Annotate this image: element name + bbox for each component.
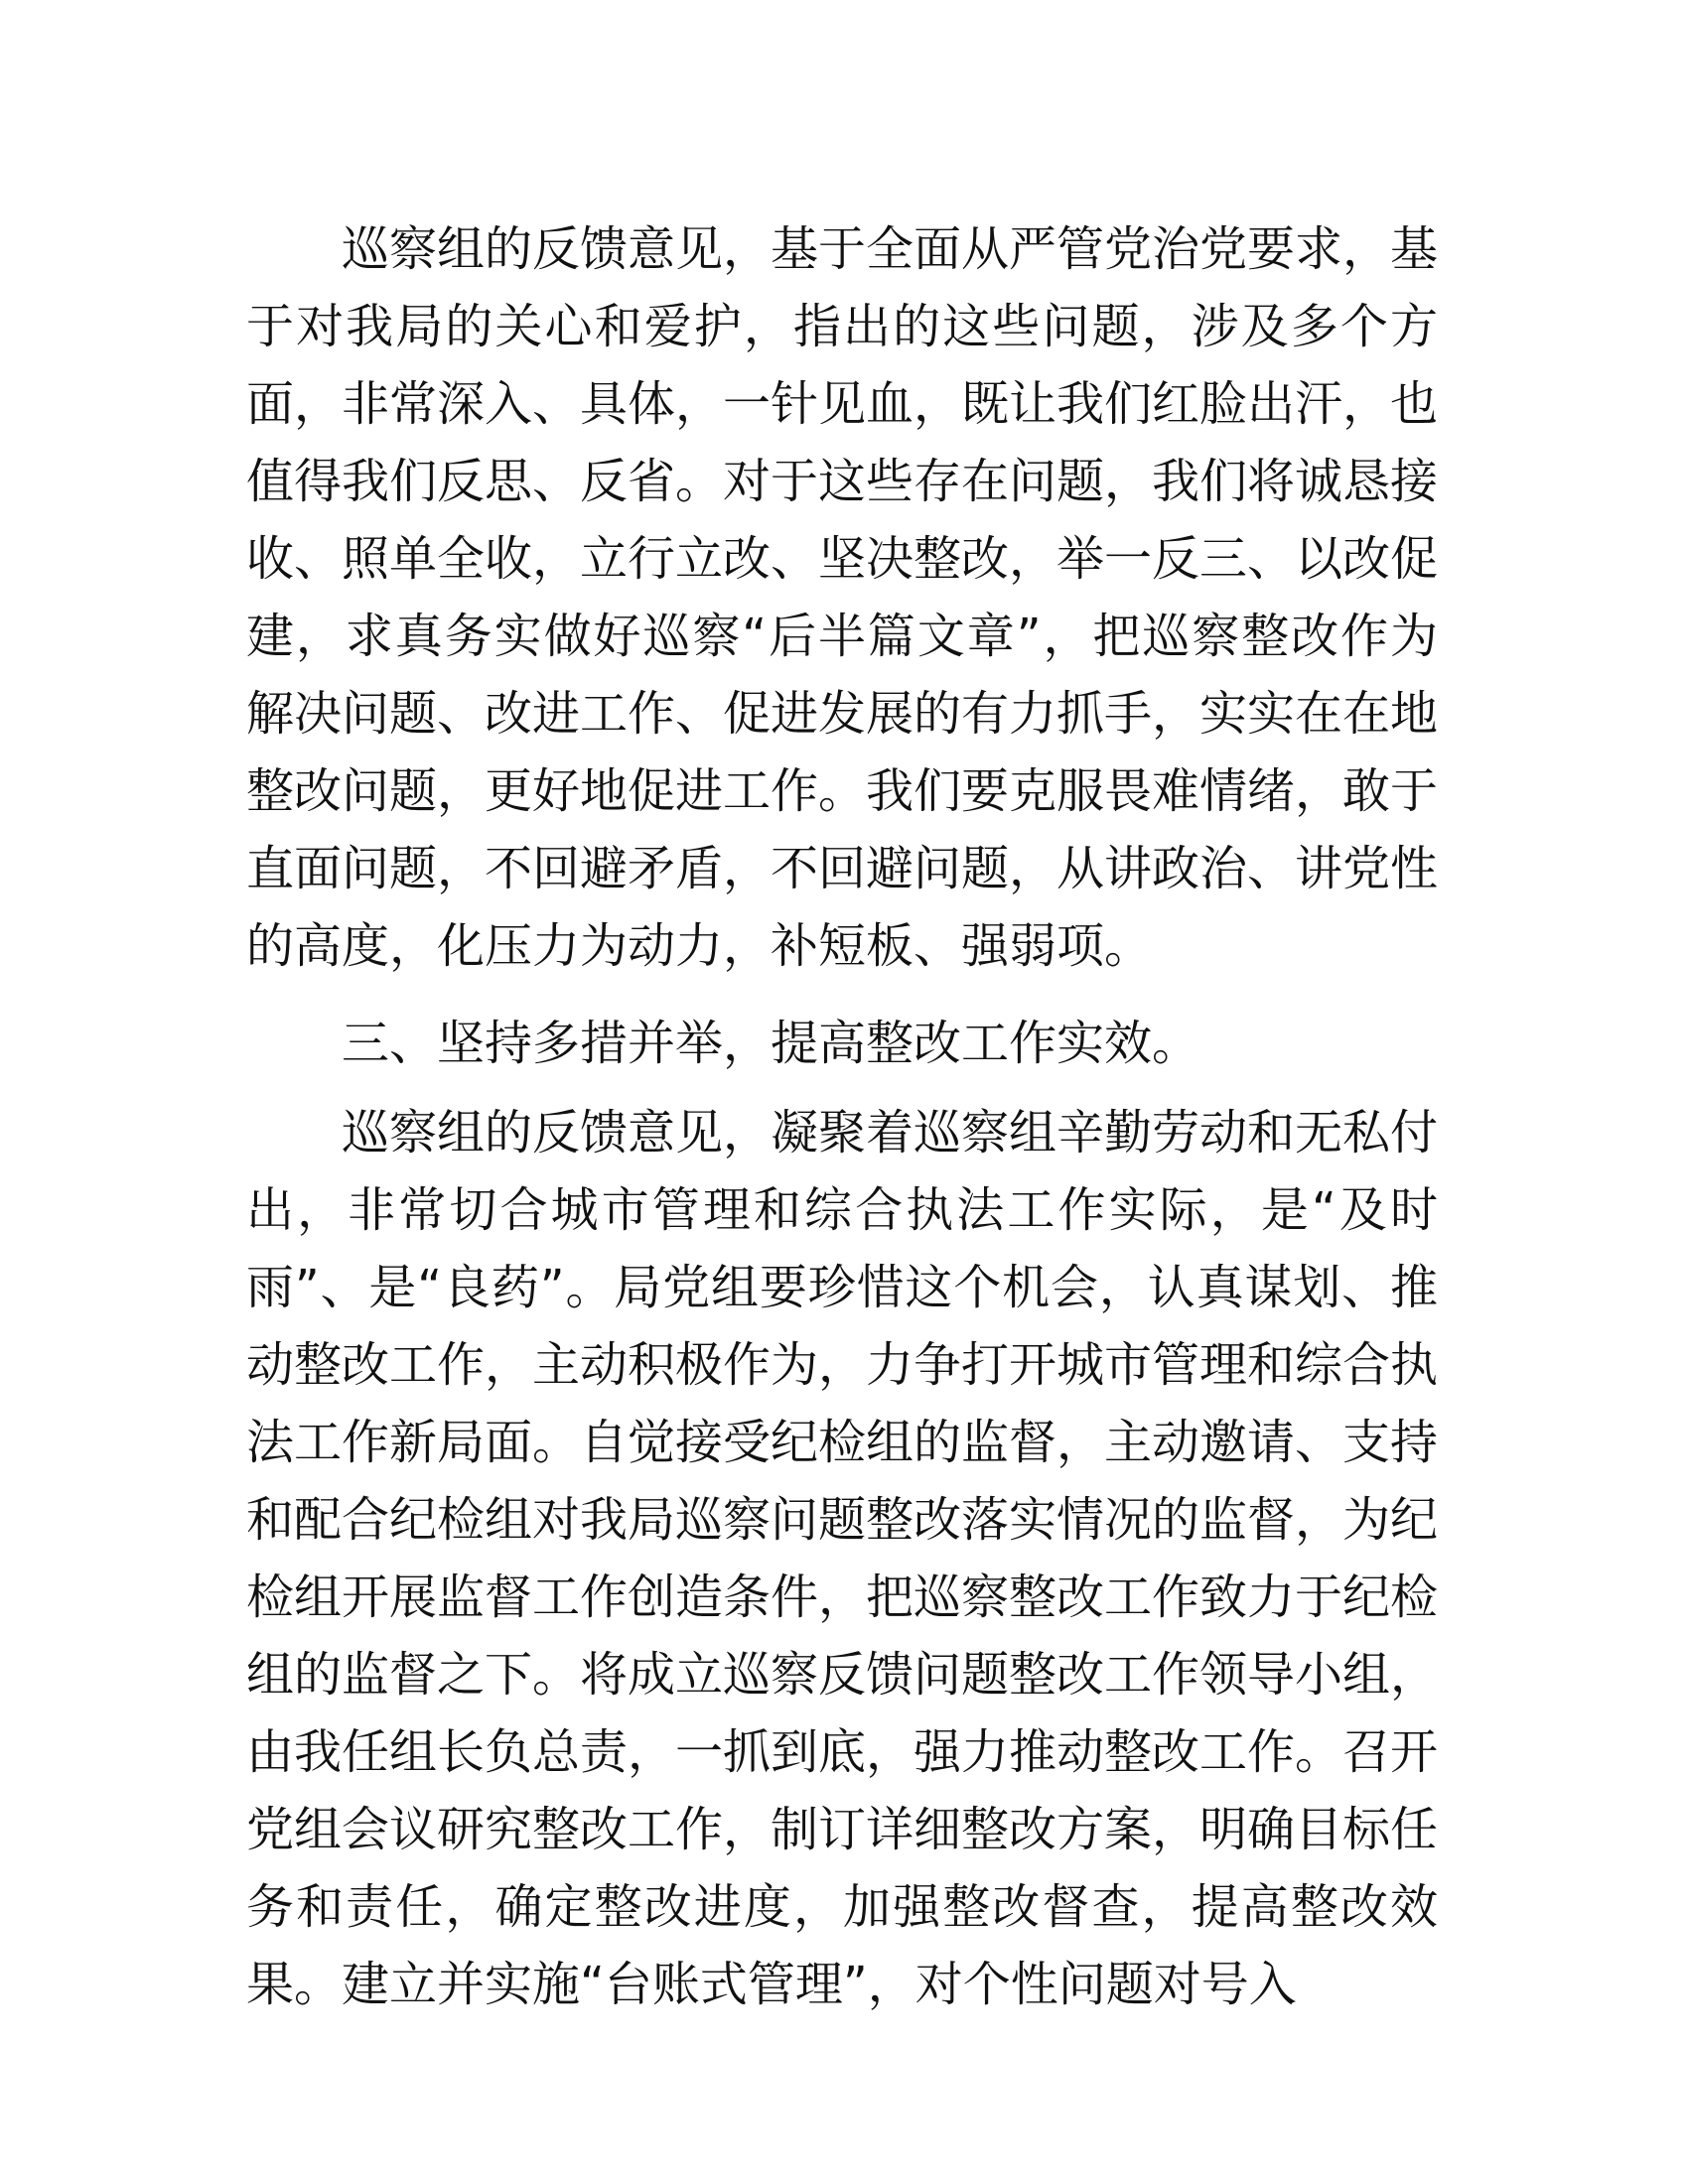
document-body (246, 210, 1438, 2023)
paragraph-feedback-opinions: 巡察组的反馈意见，基于全面从严管党治党要求，基于对我局的关心和爱护，指出的这些问题，涉及多个方面，非常深入、具体，一针见血，既让我们红脸出汗，也值得我们反思、反省。对于这些存在问题，我们将诚恳接收、照单全收，立行立改、坚决整改，举一反三、以改促建，求真务实做好巡察“后半篇文章”，把巡察整改作为解决问题、改进工作、促进发展的有力抓手，实实在在地整改问题，更好地促进工作。我们要克服畏难情绪，敢于直面问题，不回避矛盾，不回避问题，从讲政治、讲党性的高度，化压力为动力，补短板、强弱项。 (246, 221, 1439, 974)
paragraph-rectification-measures: 巡察组的反馈意见，凝聚着巡察组辛勤劳动和无私付出，非常切合城市管理和综合执法工作实际，是“及时雨”、是“良药”。局党组要珍惜这个机会，认真谋划、推动整改工作，主动积极作为，力争打开城市管理和综合执法工作新局面。自觉接受纪检组的监督，主动邀请、支持和配合纪检组对我局巡察问题整改落实情况的监督，为纪检组开展监督工作创造条件，把巡察整改工作致力于纪检组的监督之下。将成立巡察反馈问题整改工作领导小组，由我任组长负总责，一抓到底，强力推动整改工作。召开党组会议研究整改工作，制订详细整改方案，明确目标任务和责任，确定整改进度，加强整改督查，提高整改效果。建立并实施“台账式管理”，对个性问题对号入 (246, 1105, 1439, 2012)
section-heading: 三、坚持多措并举，提高整改工作实效。 (342, 1016, 1200, 1071)
